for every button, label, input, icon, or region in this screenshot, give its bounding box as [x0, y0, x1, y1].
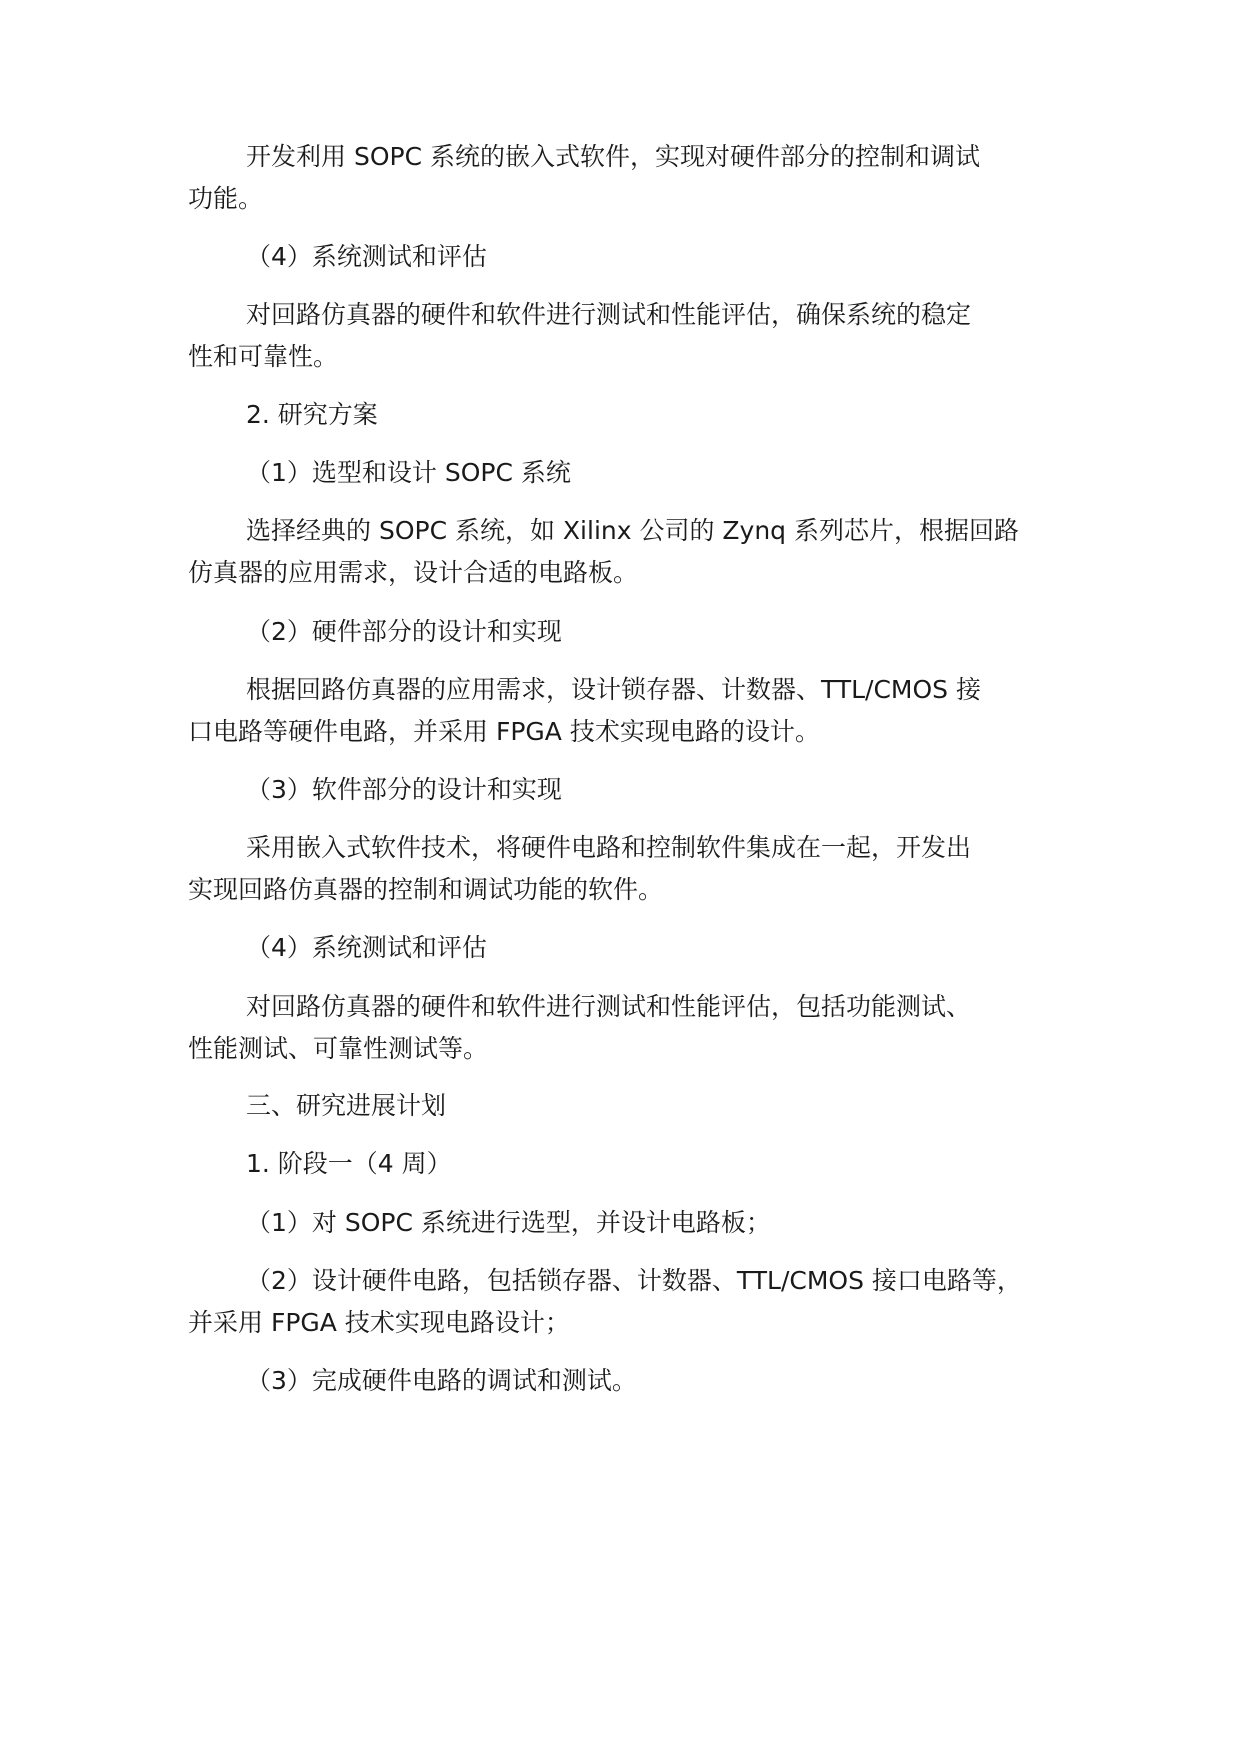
list-item-text: （2）设计硬件电路，包括锁存器、计数器、TTL/CMOS 接口电路等，	[246, 1266, 1022, 1295]
paragraph-line: 对回路仿真器的硬件和软件进行测试和性能评估，包括功能测试、	[246, 992, 972, 1021]
paragraph	[188, 669, 1088, 753]
list-item-text: （1）对 SOPC 系统进行选型，并设计电路板；	[246, 1208, 771, 1237]
subheading-text: （3）软件部分的设计和实现	[246, 775, 562, 804]
subheading-text: （4）系统测试和评估	[246, 933, 487, 962]
section-heading-text: 2. 研究方案	[246, 400, 378, 429]
section-heading	[188, 394, 1088, 436]
paragraph-line: 仿真器的应用需求，设计合适的电路板。	[188, 558, 639, 587]
list-item	[188, 1360, 1088, 1402]
list-item-text: （3）完成硬件电路的调试和测试。	[246, 1366, 637, 1395]
paragraph-line: 根据回路仿真器的应用需求，设计锁存器、计数器、TTL/CMOS 接	[246, 675, 981, 704]
subheading-text: （1）选型和设计 SOPC 系统	[246, 458, 571, 487]
subheading	[188, 611, 1088, 653]
paragraph	[188, 136, 1088, 220]
list-item-text: 并采用 FPGA 技术实现电路设计；	[188, 1308, 570, 1337]
paragraph-line: 实现回路仿真器的控制和调试功能的软件。	[188, 875, 664, 904]
paragraph-line: 口电路等硬件电路，并采用 FPGA 技术实现电路的设计。	[188, 717, 820, 746]
subheading	[188, 927, 1088, 969]
paragraph-line: 采用嵌入式软件技术，将硬件电路和控制软件集成在一起，开发出	[246, 833, 972, 862]
paragraph-line: 对回路仿真器的硬件和软件进行测试和性能评估，确保系统的稳定	[246, 300, 972, 329]
phase-heading-text: 1. 阶段一（4 周）	[246, 1149, 452, 1178]
section-heading-text: 三、研究进展计划	[246, 1091, 447, 1120]
subheading	[188, 452, 1088, 494]
subheading	[188, 236, 1088, 278]
subheading-text: （4）系统测试和评估	[246, 242, 487, 271]
paragraph-line: 选择经典的 SOPC 系统，如 Xilinx 公司的 Zynq 系列芯片，根据回路	[246, 516, 1019, 545]
paragraph-line: 性能测试、可靠性测试等。	[188, 1034, 489, 1063]
paragraph	[188, 510, 1088, 594]
paragraph-line: 性和可靠性。	[188, 342, 339, 371]
section-heading	[188, 1085, 1088, 1127]
subheading	[188, 769, 1088, 811]
paragraph-line: 开发利用 SOPC 系统的嵌入式软件，实现对硬件部分的控制和调试	[246, 142, 980, 171]
subheading-text: （2）硬件部分的设计和实现	[246, 617, 562, 646]
paragraph	[188, 827, 1088, 911]
paragraph	[188, 986, 1088, 1070]
paragraph	[188, 294, 1088, 378]
list-item	[188, 1260, 1088, 1344]
phase-heading	[188, 1143, 1088, 1185]
paragraph-line: 功能。	[188, 184, 264, 213]
list-item	[188, 1202, 1088, 1244]
